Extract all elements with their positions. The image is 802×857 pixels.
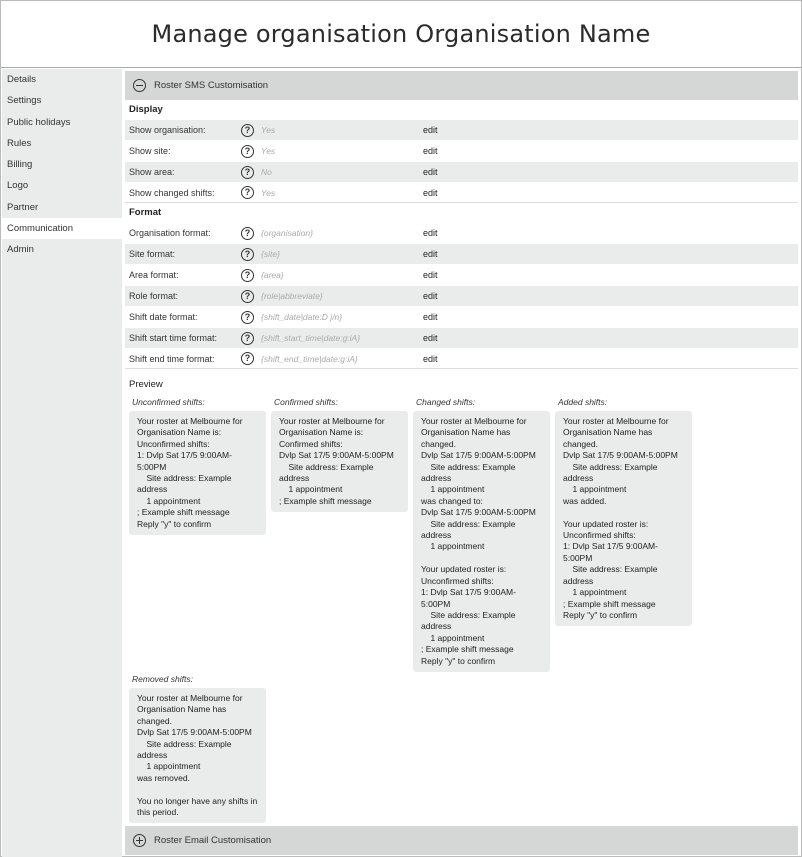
preview-card-added: [555, 397, 692, 626]
setting-value: {organisation}: [261, 228, 313, 238]
preview-card-unconfirmed: [129, 397, 266, 535]
setting-row-area-format: [125, 264, 798, 285]
preview-card-removed: [129, 674, 266, 823]
setting-value: {shift_end_time|date:g:iA}: [261, 353, 358, 364]
setting-value: Yes: [261, 146, 276, 156]
preview-caption: Unconfirmed shifts:: [132, 397, 205, 407]
preview-caption: Changed shifts:: [416, 397, 476, 407]
edit-link[interactable]: edit: [423, 353, 438, 364]
setting-label: Show changed shifts:: [129, 187, 215, 198]
help-icon[interactable]: ?: [241, 311, 254, 324]
sidebar-item-settings[interactable]: Settings: [7, 95, 42, 107]
setting-value: {role|abbreviate}: [261, 291, 323, 301]
help-icon[interactable]: ?: [241, 166, 254, 179]
sidebar-item-billing[interactable]: Billing: [7, 159, 33, 171]
page-header: [1, 1, 801, 68]
sidebar-item-details[interactable]: Details: [7, 74, 37, 85]
sidebar-item-logo[interactable]: Logo: [7, 180, 29, 192]
help-icon[interactable]: ?: [241, 186, 254, 199]
email-customisation-title: Roster Email Customisation: [154, 835, 272, 846]
sidebar: [2, 69, 122, 857]
setting-value: Yes: [261, 125, 276, 135]
help-icon[interactable]: ?: [241, 145, 254, 158]
setting-value: {shift_start_time|date:g:iA}: [261, 333, 361, 343]
edit-link[interactable]: edit: [423, 125, 438, 135]
sidebar-item-partner[interactable]: Partner: [7, 201, 39, 213]
setting-label: Shift start time format:: [129, 333, 218, 343]
expand-circle-icon: [133, 834, 146, 847]
help-icon[interactable]: ?: [241, 332, 254, 345]
setting-row-shift-date-format: [125, 306, 798, 327]
sms-customisation-toggle[interactable]: [125, 71, 798, 100]
preview-caption: Added shifts:: [558, 397, 608, 407]
preview-caption: Removed shifts:: [132, 674, 193, 684]
setting-value: {shift_date|date:D j/n}: [261, 312, 343, 322]
preview-card-confirmed: [271, 397, 408, 512]
setting-value: {area}: [261, 270, 284, 280]
edit-link[interactable]: edit: [423, 291, 438, 301]
preview-heading: Preview: [129, 379, 163, 390]
sidebar-item-rules[interactable]: Rules: [7, 137, 32, 149]
edit-link[interactable]: edit: [423, 270, 438, 280]
setting-row-show-changed-shifts: [125, 182, 798, 203]
sms-preview-bubble: Your roster at Melbourne for Organisation Name has changed. Dvlp Sat 17/5 9:00AM-5:00PM Site address: Example address 1 appointment was removed. You no longer have any shifts in this period.: [129, 688, 266, 823]
setting-label: Shift end time format:: [129, 353, 215, 364]
setting-value: No: [261, 167, 272, 177]
preview-card-changed: [413, 397, 550, 672]
help-icon[interactable]: ?: [241, 290, 254, 303]
setting-row-show-organisation: [125, 119, 798, 140]
help-icon[interactable]: ?: [241, 124, 254, 137]
setting-row-show-site: [125, 140, 798, 161]
setting-label: Show area:: [129, 167, 175, 177]
help-icon[interactable]: ?: [241, 269, 254, 282]
setting-row-show-area: [125, 161, 798, 182]
setting-label: Role format:: [129, 291, 179, 301]
help-icon[interactable]: ?: [241, 352, 254, 365]
sms-preview-bubble: Your roster at Melbourne for Organisation Name has changed. Dvlp Sat 17/5 9:00AM-5:00PM Site address: Example address 1 appointment was changed to: Dvlp Sat 17/5 9:00AM-5:00PM Site address: Example address 1 appointment Your updated roster is: Unconfirmed shifts: 1: Dvlp Sat 17/5 9:00AM-5:00PM Site address: Example address 1 appointment ; Example shift message Reply "y" to confirm: [413, 411, 550, 672]
setting-label: Show site:: [129, 146, 171, 156]
edit-link[interactable]: edit: [423, 333, 438, 343]
sms-preview-bubble: Your roster at Melbourne for Organisation Name is: Confirmed shifts: Dvlp Sat 17/5 9:00AM-5:00PM Site address: Example address 1 appointment ; Example shift message: [271, 411, 408, 512]
edit-link[interactable]: edit: [423, 249, 438, 259]
edit-link[interactable]: edit: [423, 312, 438, 322]
edit-link[interactable]: edit: [423, 187, 438, 198]
sidebar-item-admin[interactable]: Admin: [7, 244, 34, 256]
setting-label: Shift date format:: [129, 312, 198, 322]
sms-customisation-title: Roster SMS Customisation: [154, 80, 269, 91]
collapse-circle-icon: [133, 79, 146, 92]
format-heading: Format: [129, 207, 162, 218]
setting-label: Show organisation:: [129, 125, 206, 135]
setting-label: Organisation format:: [129, 228, 211, 238]
setting-label: Site format:: [129, 249, 176, 259]
edit-link[interactable]: edit: [423, 167, 438, 177]
sms-preview-bubble: Your roster at Melbourne for Organisation Name is: Unconfirmed shifts: 1: Dvlp Sat 17/5 9:00AM-5:00PM Site address: Example address 1 appointment ; Example shift message Reply "y" to confirm: [129, 411, 266, 535]
setting-label: Area format:: [129, 270, 179, 280]
display-heading: Display: [129, 104, 163, 115]
setting-row-site-format: [125, 243, 798, 264]
sms-preview-bubble: Your roster at Melbourne for Organisation Name has changed. Dvlp Sat 17/5 9:00AM-5:00PM Site address: Example address 1 appointment was added. Your updated roster is: Unconfirmed shifts: 1: Dvlp Sat 17/5 9:00AM-5:00PM Site address: Example address 1 appointment ; Example shift message Reply "y" to confirm: [555, 411, 692, 626]
help-icon[interactable]: ?: [241, 248, 254, 261]
email-customisation-section: [125, 826, 798, 855]
setting-value: {site}: [261, 249, 280, 259]
setting-row-role-format: [125, 285, 798, 306]
edit-link[interactable]: edit: [423, 146, 438, 156]
setting-value: Yes: [261, 187, 276, 198]
setting-row-shift-start-time-format: [125, 327, 798, 348]
main-content: [125, 71, 798, 857]
sidebar-item-communication[interactable]: Communication: [2, 218, 122, 239]
edit-link[interactable]: edit: [423, 228, 438, 238]
email-customisation-toggle[interactable]: [125, 826, 798, 855]
setting-row-organisation-format: [125, 222, 798, 243]
preview-caption: Confirmed shifts:: [274, 397, 338, 407]
setting-row-shift-end-time-format: [125, 348, 798, 369]
sidebar-item-public-holidays[interactable]: Public holidays: [7, 116, 71, 128]
help-icon[interactable]: ?: [241, 227, 254, 240]
page-title: Manage organisation Organisation Name: [151, 20, 651, 48]
